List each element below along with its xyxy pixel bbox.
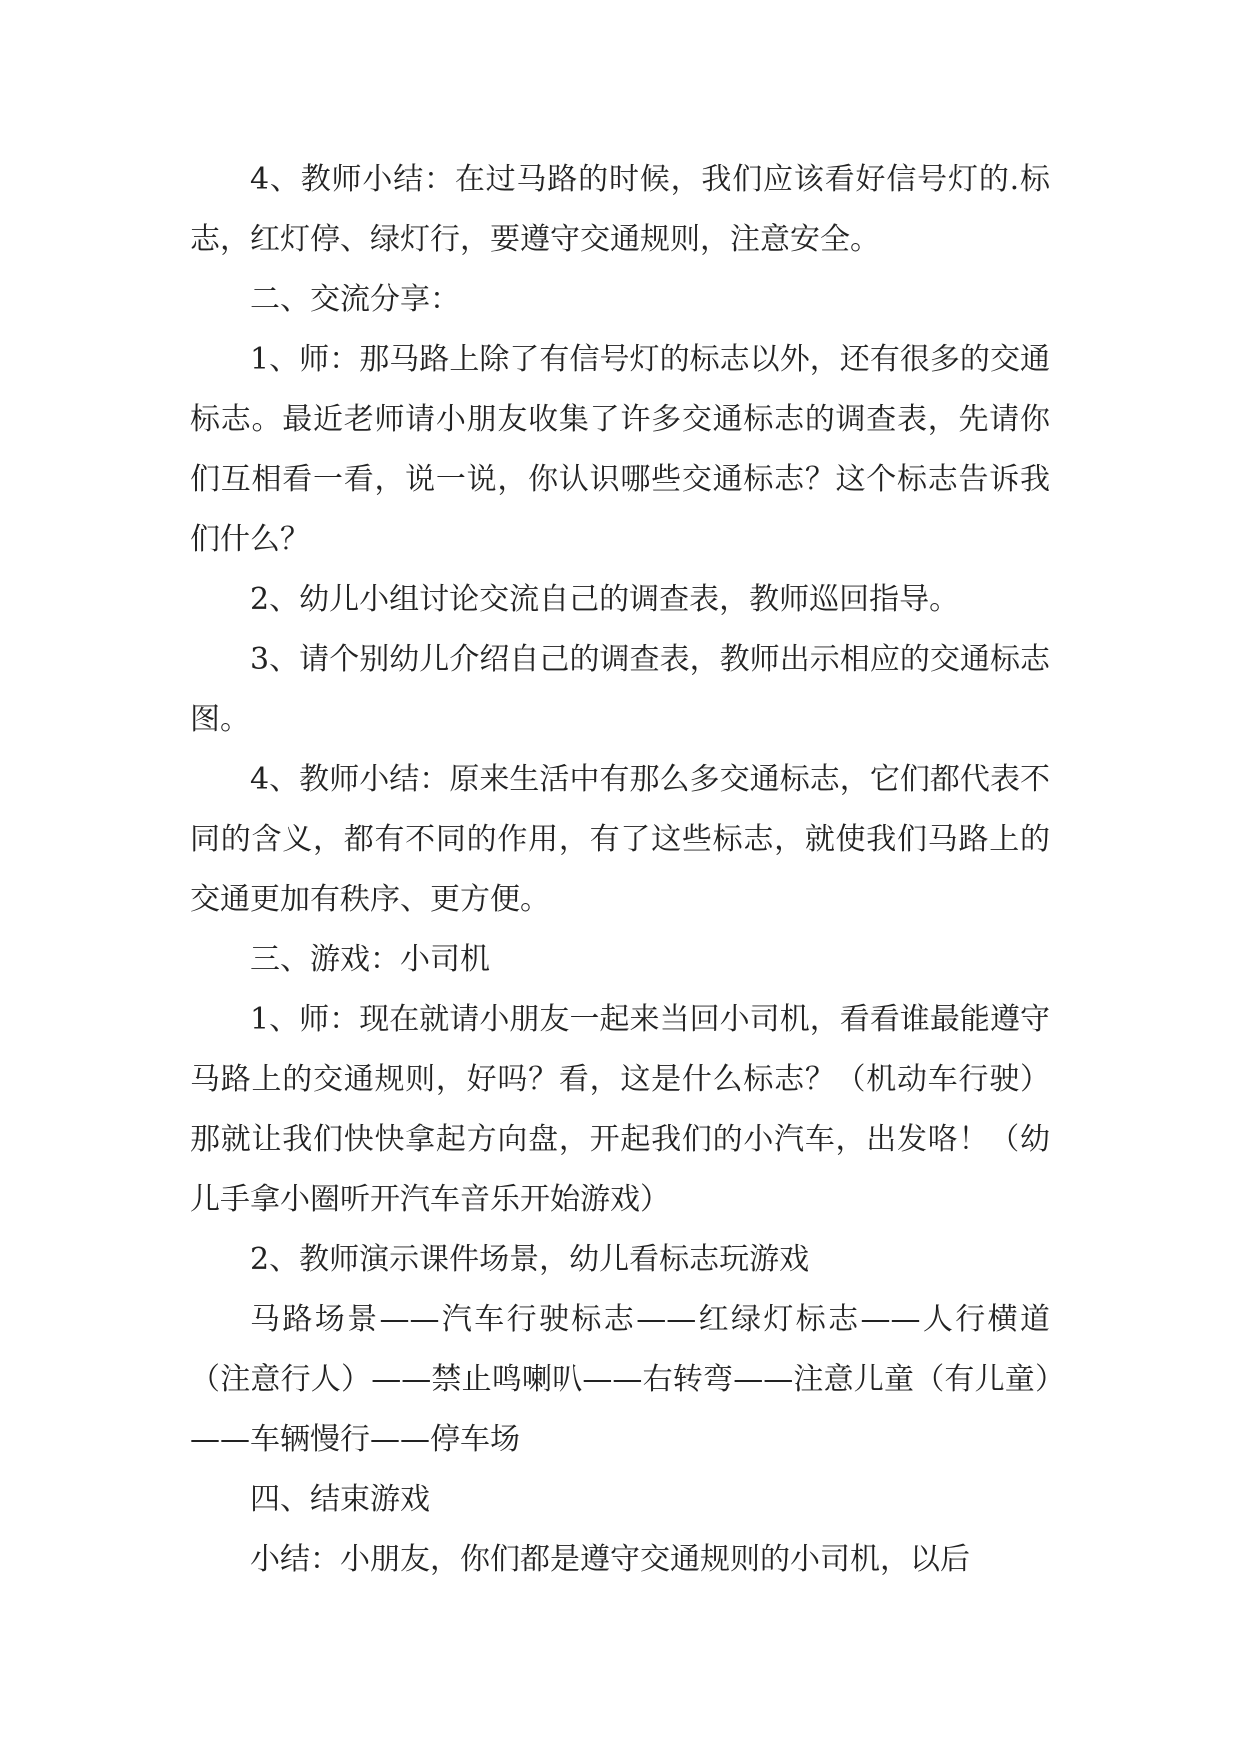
document-page (190, 150, 1050, 1590)
paragraph-game-step-1: 1、师：现在就请小朋友一起来当回小司机，看看谁最能遵守马路上的交通规则，好吗？看，这是什么标志？（机动车行驶）那就让我们快快拿起方向盘，开起我们的小汽车，出发咯！（幼儿手拿小圈听开汽车音乐开始游戏） (190, 1002, 1050, 1217)
section-heading-game: 三、游戏：小司机 (250, 942, 490, 977)
paragraph-exchange-step-1: 1、师：那马路上除了有信号灯的标志以外，还有很多的交通标志。最近老师请小朋友收集了许多交通标志的调查表，先请你们互相看一看，说一说，你认识哪些交通标志？这个标志告诉我们什么？ (190, 342, 1050, 557)
section-heading-end-game: 四、结束游戏 (250, 1482, 430, 1517)
paragraph-teacher-summary-2: 4、教师小结：原来生活中有那么多交通标志，它们都代表不同的含义，都有不同的作用，有了这些标志，就使我们马路上的交通更加有秩序、更方便。 (190, 762, 1050, 917)
paragraph-exchange-step-2: 2、幼儿小组讨论交流自己的调查表，教师巡回指导。 (250, 582, 960, 617)
paragraph-exchange-step-3: 3、请个别幼儿介绍自己的调查表，教师出示相应的交通标志图。 (190, 642, 1050, 737)
paragraph-scene-sequence: 马路场景——汽车行驶标志——红绿灯标志——人行横道（注意行人）——禁止鸣喇叭——右转弯——注意儿童（有儿童）——车辆慢行——停车场 (190, 1302, 1050, 1457)
paragraph-teacher-summary-1: 4、教师小结：在过马路的时候，我们应该看好信号灯的.标志，红灯停、绿灯行，要遵守交通规则，注意安全。 (190, 162, 1050, 257)
paragraph-game-step-2: 2、教师演示课件场景，幼儿看标志玩游戏 (250, 1242, 810, 1277)
paragraph-closing-summary: 小结：小朋友，你们都是遵守交通规则的小司机，以后 (250, 1542, 970, 1577)
section-heading-exchange: 二、交流分享： (250, 282, 460, 317)
